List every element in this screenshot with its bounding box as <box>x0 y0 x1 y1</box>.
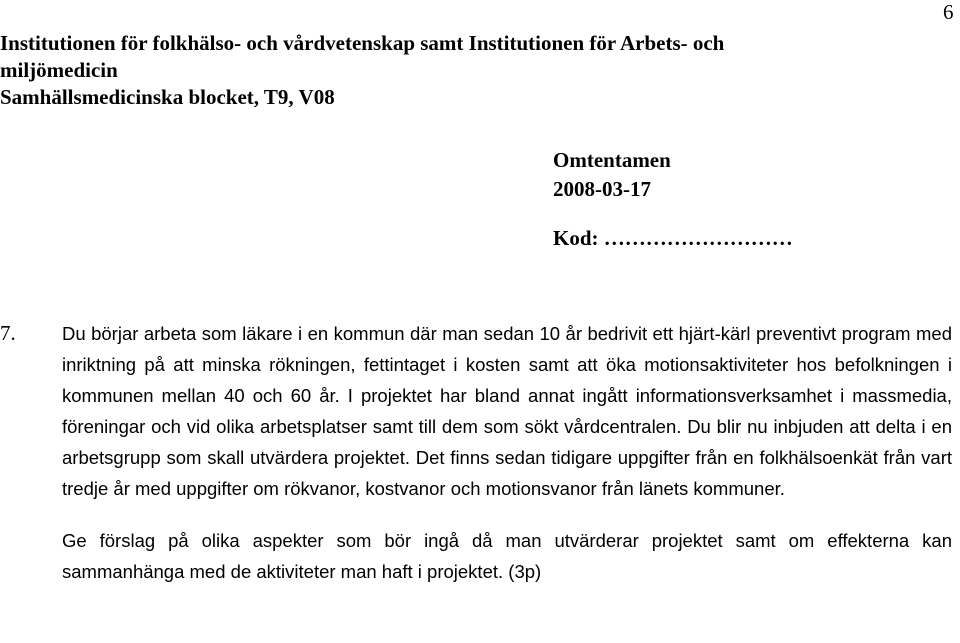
question-content <box>62 318 952 587</box>
question-number: 7. <box>0 321 16 345</box>
page-number: 6 <box>943 0 954 24</box>
header-course-block: Samhällsmedicinska blocket, T9, V08 <box>0 85 335 109</box>
exam-info <box>553 146 793 253</box>
code-field: Kod: ……………………… <box>553 226 793 250</box>
exam-title: Omtentamen <box>553 148 671 172</box>
document-header <box>0 30 930 111</box>
header-institution-continuation: miljömedicin <box>0 58 118 82</box>
header-institution-line: Institutionen för folkhälso- och vårdvetenskap samt Institutionen för Arbets- och <box>0 31 725 55</box>
question-task: Ge förslag på olika aspekter som bör ingå då man utvärderar projektet samt om effekterna kan sammanhänga med de aktiviteter man haft i projektet. (3p) <box>62 530 952 582</box>
exam-date: 2008-03-17 <box>553 177 651 201</box>
question-body: Du börjar arbeta som läkare i en kommun där man sedan 10 år bedrivit ett hjärt-kärl preventivt program med inriktning på att minska rökningen, fettintaget i kosten samt att öka motionsaktiviteter hos befolkningen i kommunen mellan 40 och 60 år. I projektet har bland annat ingått informationsverksamhet i massmedia, föreningar och vid olika arbetsplatser samt till dem som sökt vårdcentralen. Du blir nu inbjuden att delta i en arbetsgrupp som skall utvärdera projektet. Det finns sedan tidigare uppgifter från en folkhälsoenkät från vart tredje år med uppgifter om rökvanor, kostvanor och motionsvanor från länets kommuner. <box>62 323 952 499</box>
